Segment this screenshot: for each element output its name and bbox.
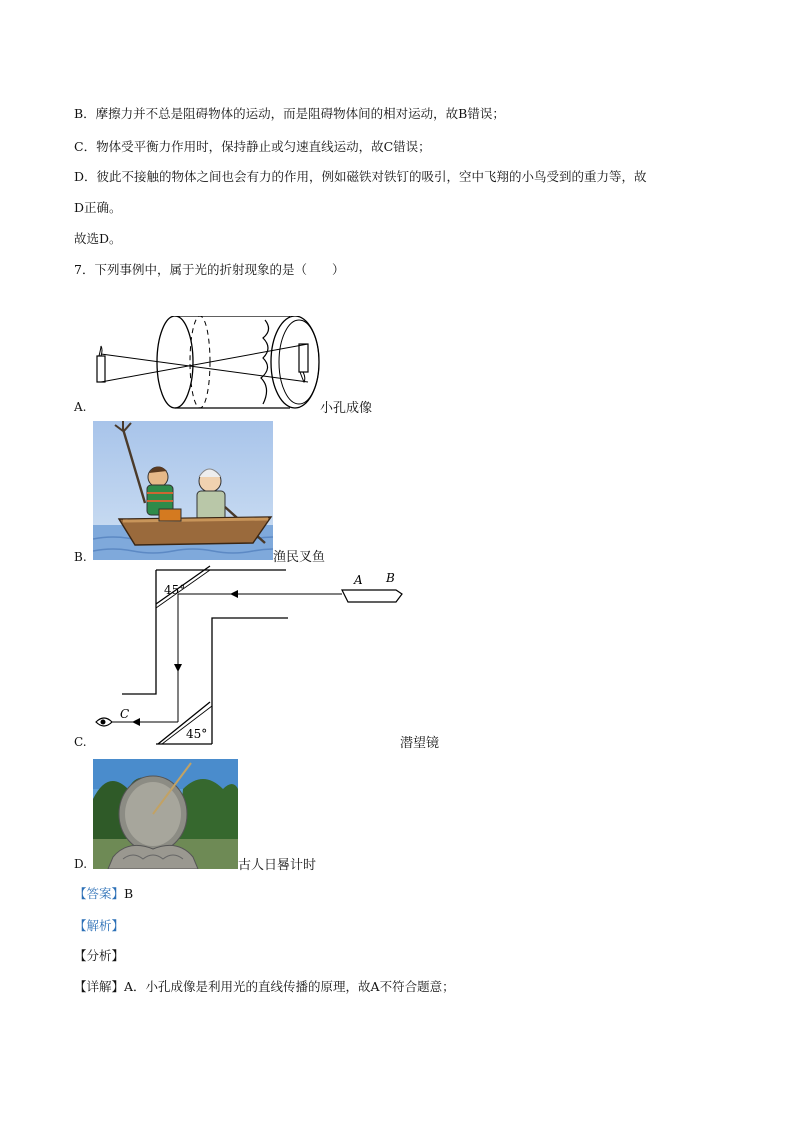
angle-top-label: 45° xyxy=(164,583,186,597)
answer-tag: 【答案】 xyxy=(74,886,125,901)
text-line-2: C．物体受平衡力作用时，保持静止或匀速直线运动，故C错误； xyxy=(74,139,431,154)
option-d-caption: 古人日晷计时 xyxy=(238,858,317,873)
text-line-3: D．彼此不接触的物体之间也会有力的作用，例如磁铁对铁钉的吸引，空中飞翔的小鸟受到的重力等，故 xyxy=(74,169,647,184)
pinhole-camera-diagram xyxy=(90,316,340,416)
answer-row xyxy=(74,884,133,902)
analysis-tag: 【解析】 xyxy=(74,918,125,933)
answer-value: B xyxy=(124,886,134,901)
option-b-label: B. xyxy=(74,550,87,564)
option-c-label: C. xyxy=(74,735,87,749)
label-c: C xyxy=(120,707,130,721)
fenxi-tag: 【分析】 xyxy=(74,948,125,963)
label-a: A xyxy=(354,573,363,587)
text-line-4: D正确。 xyxy=(74,200,122,215)
angle-bottom-label: 45° xyxy=(186,727,208,741)
detail-row xyxy=(74,977,455,995)
label-b: B xyxy=(386,571,395,585)
question-7: 7．下列事例中，属于光的折射现象的是（ ） xyxy=(74,262,345,277)
detail-text: A．小孔成像是利用光的直线传播的原理，故A不符合题意； xyxy=(124,979,455,994)
text-line-5: 故选D。 xyxy=(74,231,122,246)
detail-tag: 【详解】 xyxy=(74,979,125,994)
fisherman-spearing-fish-illustration xyxy=(93,421,273,560)
option-d-label: D. xyxy=(74,857,88,871)
text-line-1: B．摩擦力并不总是阻碍物体的运动，而是阻碍物体间的相对运动，故B错误； xyxy=(74,106,505,121)
option-a-caption: 小孔成像 xyxy=(320,401,373,416)
periscope-diagram xyxy=(90,564,410,748)
option-a-label: A. xyxy=(74,400,87,414)
sundial-photo xyxy=(93,759,238,869)
option-b-caption: 渔民叉鱼 xyxy=(273,550,326,565)
option-c-caption: 潜望镜 xyxy=(400,736,440,751)
